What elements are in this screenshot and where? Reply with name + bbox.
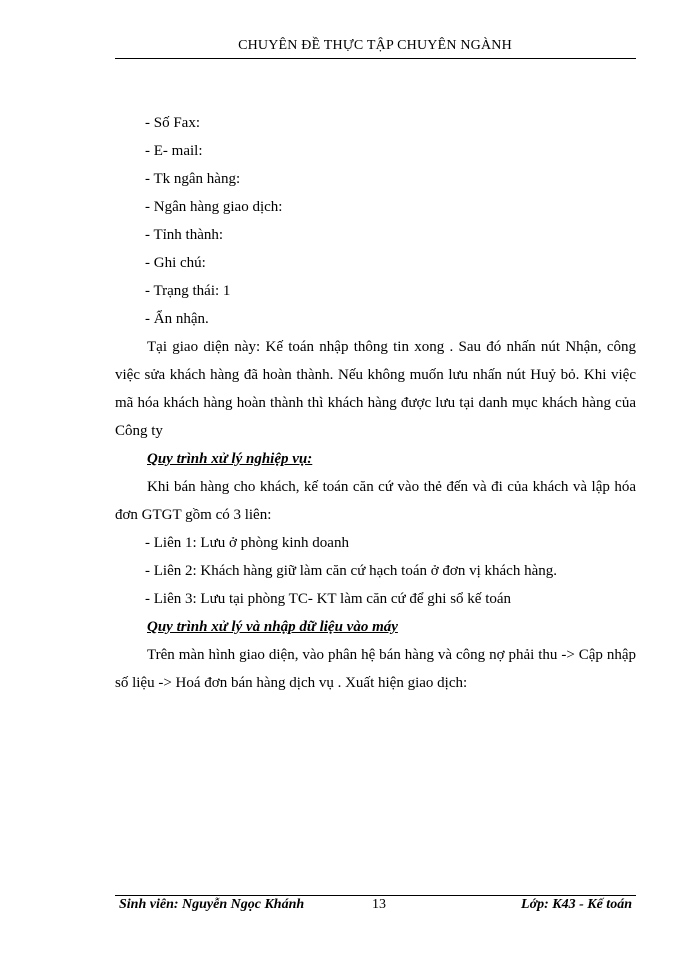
field-status: - Trạng thái: 1: [145, 283, 231, 299]
paragraph-invoice-intro: Khi bán hàng cho khách, kế toán căn cứ vào thẻ đến và đi của khách và lập hóa đơn GTGT gồm có 3 liên:: [115, 479, 636, 523]
field-hidden: - Ẩn nhận.: [145, 311, 209, 327]
footer-class-info: Lớp: K43 - Kế toán: [521, 897, 632, 912]
field-fax: - Số Fax:: [145, 115, 201, 131]
field-bank-account: - Tk ngân hàng:: [145, 171, 241, 187]
paragraph-data-entry-steps: Trên màn hình giao diện, vào phân hệ bán hàng và công nợ phải thu -> Cập nhập số liệu -> Hoá đơn bán hàng dịch vụ . Xuất hiện giao dịch:: [115, 647, 636, 691]
field-transaction-bank: - Ngân hàng giao dịch:: [145, 199, 283, 215]
list-item-copy-3: - Liên 3: Lưu tại phòng TC- KT làm căn cứ để ghi sổ kế toán: [145, 591, 512, 607]
field-email: - E- mail:: [145, 143, 203, 159]
footer-student-name: Sinh viên: Nguyễn Ngọc Khánh: [119, 897, 305, 912]
paragraph-interface-description: Tại giao diện này: Kế toán nhập thông tin xong . Sau đó nhấn nút Nhận, công việc sửa khách hàng đã hoàn thành. Nếu không muốn lưu nhấn nút Huỷ bỏ. Khi việc mã hóa khách hàng hoàn thành thì khách hàng được lưu tại danh mục khách hàng của Công ty: [115, 339, 636, 439]
field-province: - Tỉnh thành:: [145, 227, 224, 243]
header-divider: [115, 58, 636, 59]
section-heading-business-process: Quy trình xử lý nghiệp vụ:: [147, 451, 313, 467]
list-item-copy-2: - Liên 2: Khách hàng giữ làm căn cứ hạch toán ở đơn vị khách hàng.: [145, 563, 557, 579]
document-body: [115, 109, 636, 697]
footer-page-number: 13: [372, 897, 386, 912]
field-note: - Ghi chú:: [145, 255, 206, 271]
page-footer: [115, 897, 636, 917]
section-heading-data-entry: Quy trình xử lý và nhập dữ liệu vào máy: [147, 619, 398, 635]
footer-divider: [115, 895, 636, 896]
page-header-title: CHUYÊN ĐỀ THỰC TẬP CHUYÊN NGÀNH: [238, 38, 512, 53]
list-item-copy-1: - Liên 1: Lưu ở phòng kinh doanh: [145, 535, 349, 551]
